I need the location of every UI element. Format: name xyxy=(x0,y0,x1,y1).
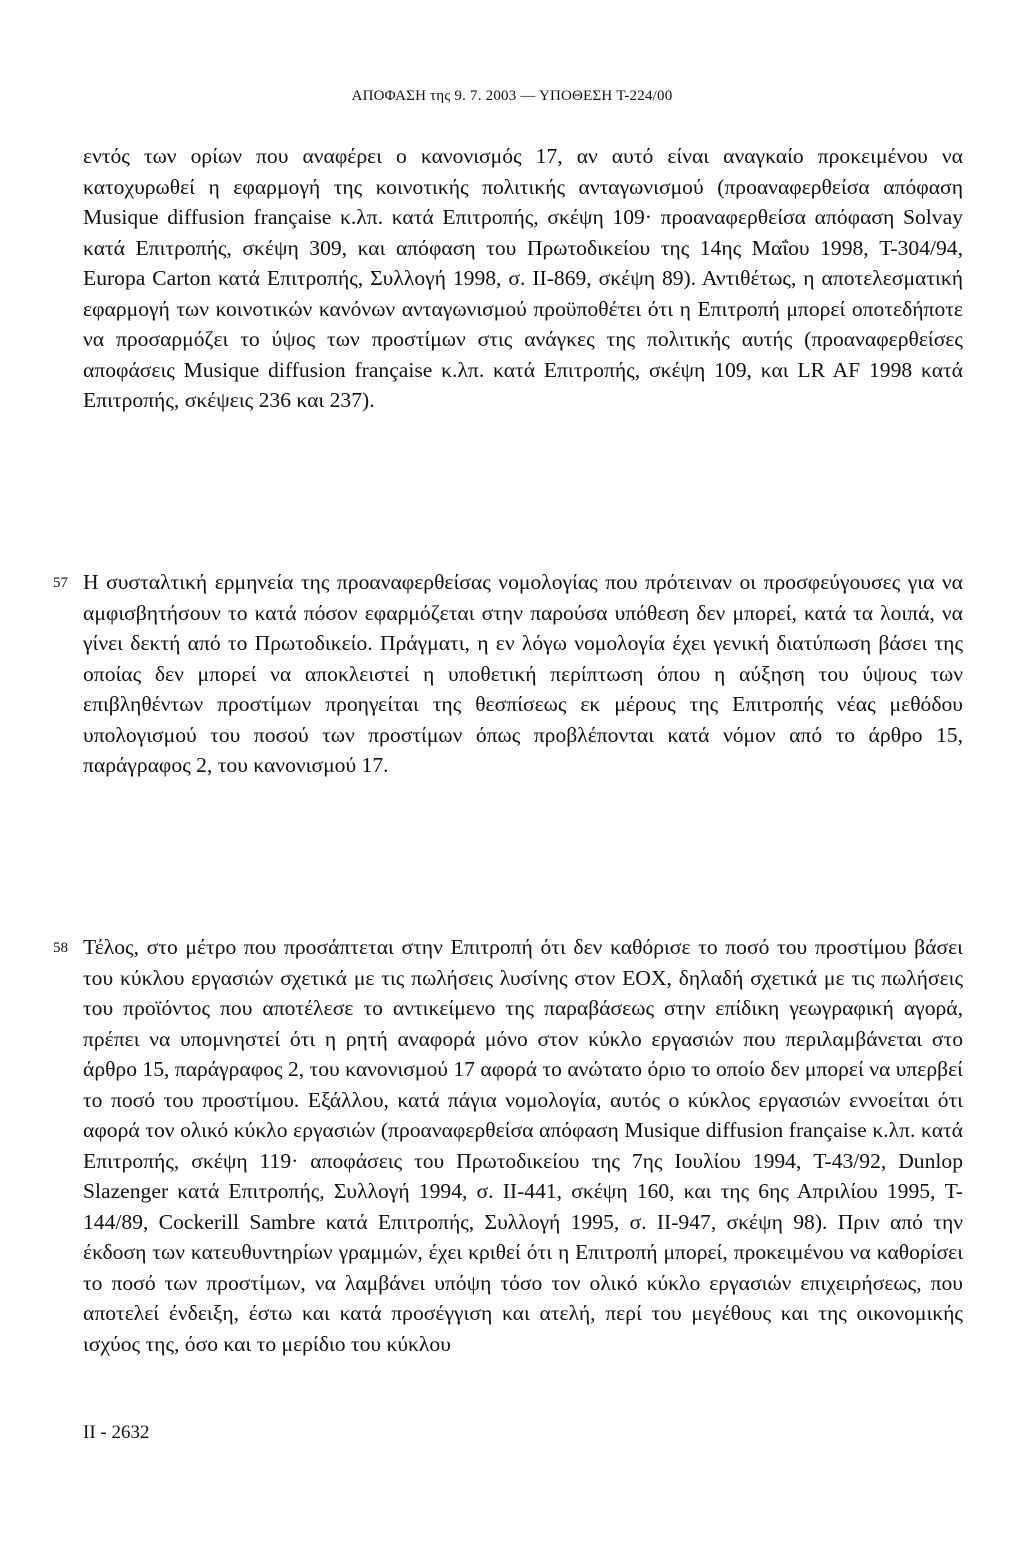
paragraph-number: 58 xyxy=(53,940,68,956)
paragraph-number: 57 xyxy=(53,575,68,591)
paragraph-57: Η συσταλτική ερμηνεία της προαναφερθείσας νομολογίας που πρότειναν οι προσφεύγουσες για να αμφισβητήσουν το κατά πόσον εφαρμόζεται στην παρούσα υπόθεση δεν μπορεί, κατά τα λοιπά, να γίνει δεκτή από το Πρωτοδικείο. Πράγματι, η εν λόγω νομολογία έχει γενική διατύπωση βάσει της οποίας δεν μπορεί να αποκλειστεί η υποθετική περίπτωση όπου η αύξηση του ύψους των επιβληθέντων προστίμων προηγείται της θεσπίσεως εκ μέρους της Επιτροπής νέας μεθόδου υπολογισμού του ποσού των προστίμων όπως προβλέπονται κατά νόμον από το άρθρο 15, παράγραφος 2, του κανονισμού 17. xyxy=(83,570,963,777)
running-header: ΑΠΟΦΑΣΗ της 9. 7. 2003 — ΥΠΟΘΕΣΗ T-224/00 xyxy=(351,88,673,104)
continued-paragraph: εντός των ορίων που αναφέρει ο κανονισμός 17, αν αυτό είναι αναγκαίο προκειμένου να κατοχυρωθεί η εφαρμογή της κοινοτικής πολιτικής ανταγωνισμού (προαναφερθείσα απόφαση Musique diffusion française κ.λπ. κατά Επιτροπής, σκέψη 109· προαναφερθείσα απόφαση Solvay κατά Επιτροπής, σκέψη 309, και απόφαση του Πρωτοδικείου της 14ης Μαΐου 1998, T-304/94, Europa Carton κατά Επιτροπής, Συλλογή 1998, σ. II-869, σκέψη 89). Αντιθέτως, η αποτελεσματική εφαρμογή των κοινοτικών κανόνων ανταγωνισμού προϋποθέτει ότι η Επιτροπή μπορεί οποτεδήποτε να προσαρμόζει το ύψος των προστίμων στις ανάγκες της πολιτικής αυτής (προαναφερθείσες αποφάσεις Musique diffusion française κ.λπ. κατά Επιτροπής, σκέψη 109, και LR AF 1998 κατά Επιτροπής, σκέψεις 236 και 237). xyxy=(83,144,963,412)
page-number: II - 2632 xyxy=(83,1422,150,1443)
paragraph-58: Τέλος, στο μέτρο που προσάπτεται στην Επιτροπή ότι δεν καθόρισε το ποσό του προστίμου βάσει του κύκλου εργασιών σχετικά με τις πωλήσεις λυσίνης στον ΕΟΧ, δηλαδή σχετικά με τις πωλήσεις του προϊόντος που αποτέλεσε το αντικείμενο της παραβάσεως στην επίδικη γεωγραφική αγορά, πρέπει να υπομνηστεί ότι η ρητή αναφορά μόνο στον κύκλο εργασιών που περιλαμβάνεται στο άρθρο 15, παράγραφος 2, του κανονισμού 17 αφορά το ανώτατο όριο το οποίο δεν μπορεί να υπερβεί το ποσό του προστίμου. Εξάλλου, κατά πάγια νομολογία, αυτός ο κύκλος εργασιών εννοείται ότι αφορά τον ολικό κύκλο εργασιών (προαναφερθείσα απόφαση Musique diffusion française κ.λπ. κατά Επιτροπής, σκέψη 119· αποφάσεις του Πρωτοδικείου της 7ης Ιουλίου 1994, T-43/92, Dunlop Slazenger κατά Επιτροπής, Συλλογή 1994, σ. II-441, σκέψη 160, και της 6ης Απριλίου 1995, T-144/89, Cockerill Sambre κατά Επιτροπής, Συλλογή 1995, σ. II-947, σκέψη 98). Πριν από την έκδοση των κατευθυντηρίων γραμμών, έχει κριθεί ότι η Επιτροπή μπορεί, προκειμένου να καθορίσει το ποσό των προστίμων, να λαμβάνει υπόψη τόσο τον ολικό κύκλο εργασιών επιχειρήσεως, που αποτελεί ένδειξη, έστω και κατά προσέγγιση και ατελή, περί του μεγέθους και της οικονομικής ισχύος της, όσο και το μερίδιο του κύκλου xyxy=(83,935,963,1356)
